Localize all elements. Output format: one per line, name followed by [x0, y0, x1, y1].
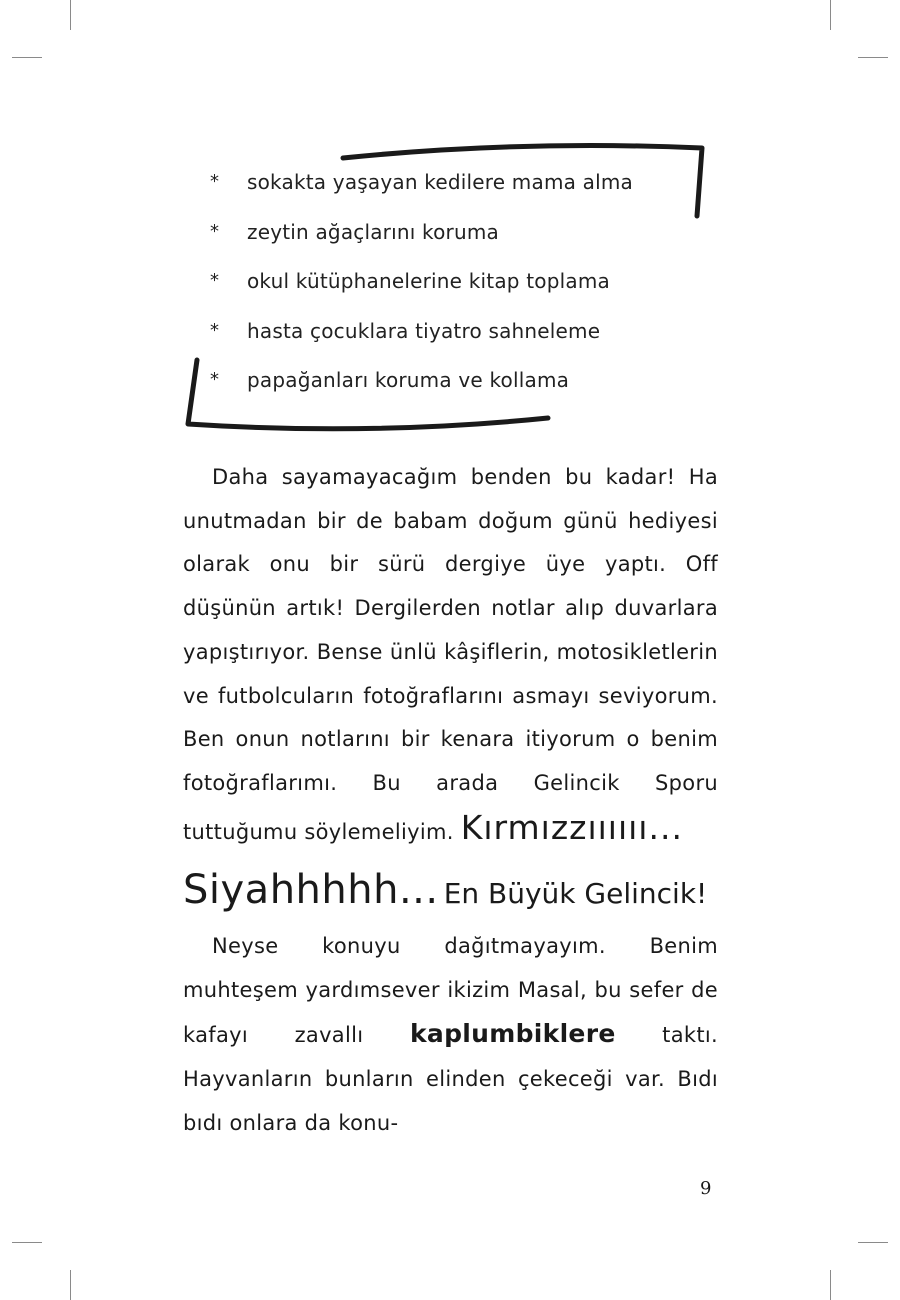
bullet-marker: * — [210, 270, 219, 291]
bullet-marker: * — [210, 319, 219, 341]
list-item-text: papağanları koruma ve kollama — [247, 368, 570, 392]
shout-gelincik: En Büyük Gelincik! — [443, 877, 708, 910]
shout-line — [183, 862, 707, 926]
paragraph-2-text-end: taktı. Hayvanların bunların elinden çekeceği var. Bıdı bıdı onlara da konu- — [183, 1023, 718, 1135]
shout-siyah: Siyahhhhh... — [183, 867, 439, 913]
bullet-marker: * — [210, 369, 219, 390]
crop-mark — [12, 57, 42, 58]
crop-mark — [830, 1270, 831, 1300]
paragraph-2 — [183, 925, 718, 1146]
paragraph-1 — [183, 456, 718, 854]
crop-mark — [70, 1270, 71, 1300]
crop-mark — [70, 0, 71, 30]
list-item-text: sokakta yaşayan kedilere mama alma — [247, 170, 633, 194]
crop-mark — [12, 1242, 42, 1243]
crop-mark — [858, 57, 888, 58]
bullet-marker: * — [210, 171, 219, 192]
crop-mark — [858, 1242, 888, 1243]
page-number: 9 — [700, 1178, 712, 1199]
emphasized-word: kaplumbiklere — [409, 1019, 616, 1049]
paragraph-1-text: Daha sayamayacağım benden bu kadar! Ha unutmadan bir de babam doğum günü hediyesi olarak onu bir sürü dergiye üye yaptı. Off düşünün artık! Dergilerden notlar alıp duvarlara yapıştırıyor. Bense ünlü kâşiflerin, motosikletlerin ve futbolcuların fotoğraflarını asmayı seviyorum. Ben onun notlarını bir kenara itiyorum o benim fotoğraflarımı. Bu arada Gelincik Sporu tuttuğumu söylemeliyim. — [183, 465, 718, 844]
list-item-text: hasta çocuklara tiyatro sahneleme — [247, 318, 601, 343]
list-item-text: zeytin ağaçlarını koruma — [247, 219, 499, 244]
crop-mark — [830, 0, 831, 30]
paragraph-2-text-start: Neyse konuyu dağıtmayayım. Benim muhteşem yardımsever ikizim Masal, bu sefer de kafayı zavallı — [183, 934, 718, 1048]
bullet-marker: * — [210, 220, 219, 242]
shout-kirmizi: Kırmızzıııııı... — [460, 807, 683, 847]
list-item-text: okul kütüphanelerine kitap toplama — [247, 269, 610, 293]
